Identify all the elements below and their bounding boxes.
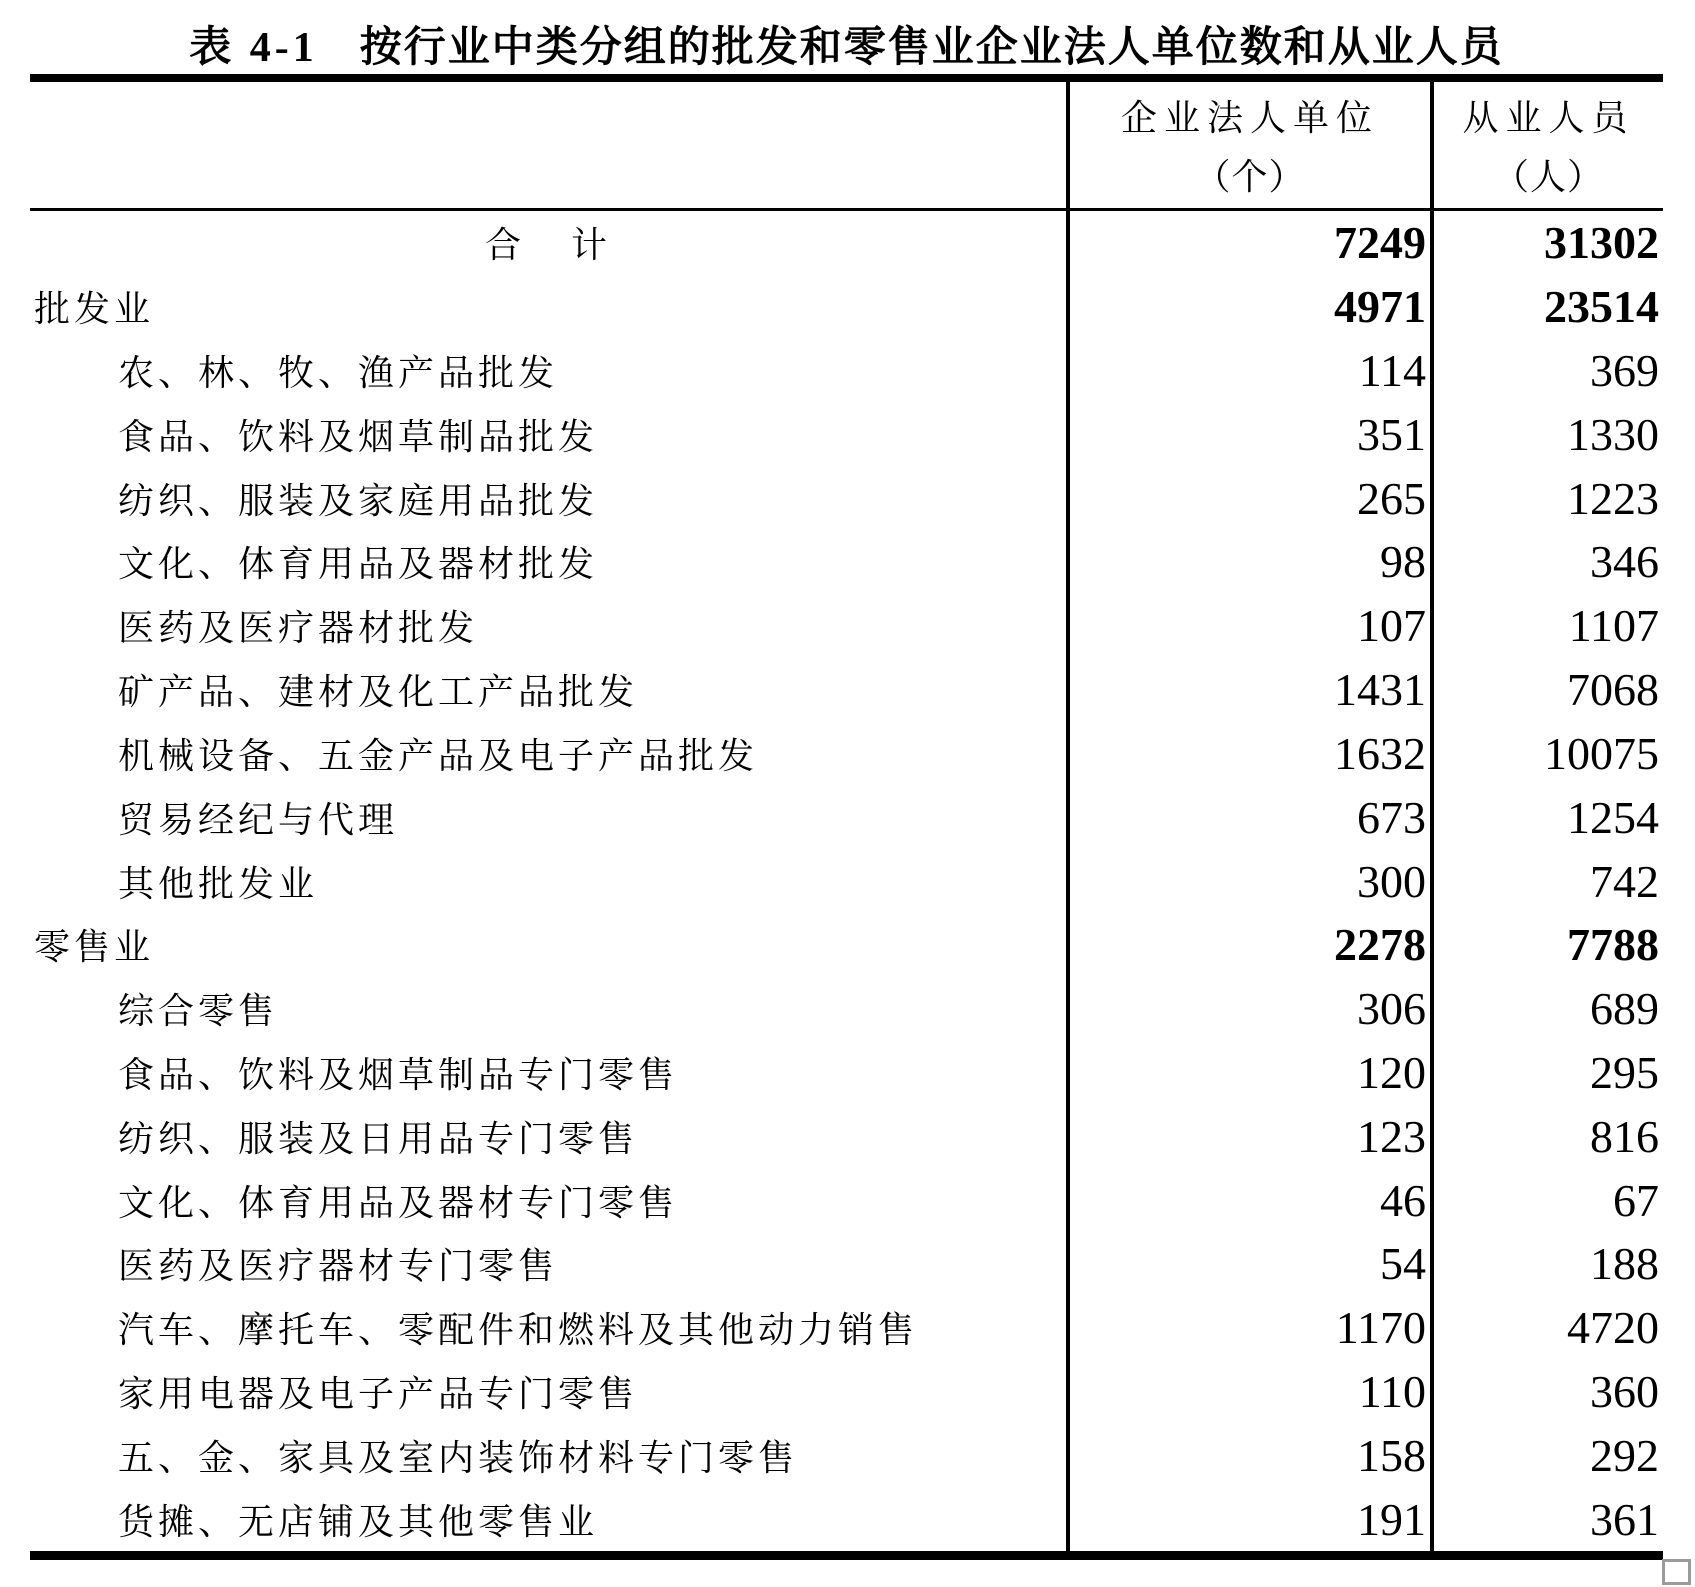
column-header-persons-unit: （人） bbox=[1492, 157, 1604, 197]
table-row bbox=[30, 977, 1663, 1041]
row-units-value: 46 bbox=[1066, 1168, 1430, 1232]
table-row bbox=[30, 658, 1663, 722]
row-units-value: 7249 bbox=[1066, 211, 1430, 275]
table-row bbox=[30, 211, 1663, 275]
row-persons-value: 292 bbox=[1430, 1423, 1663, 1487]
row-label: 文化、体育用品及器材批发 bbox=[118, 544, 599, 585]
table-row bbox=[30, 594, 1663, 658]
table-body bbox=[30, 211, 1663, 1551]
table-row bbox=[30, 1296, 1663, 1360]
row-label: 合 计 bbox=[484, 225, 612, 266]
row-label: 综合零售 bbox=[118, 991, 279, 1032]
row-persons-value: 31302 bbox=[1430, 211, 1663, 275]
column-header-units-title: 企业法人单位 bbox=[1120, 98, 1379, 138]
row-label: 医药及医疗器材专门零售 bbox=[118, 1246, 559, 1287]
table-row bbox=[30, 785, 1663, 849]
row-persons-value: 67 bbox=[1430, 1168, 1663, 1232]
table-row bbox=[30, 849, 1663, 913]
table-row bbox=[30, 1041, 1663, 1105]
row-units-value: 123 bbox=[1066, 1104, 1430, 1168]
row-persons-value: 188 bbox=[1430, 1232, 1663, 1296]
row-units-value: 265 bbox=[1066, 466, 1430, 530]
row-units-value: 1632 bbox=[1066, 722, 1430, 786]
row-units-value: 98 bbox=[1066, 530, 1430, 594]
row-label: 纺织、服装及家庭用品批发 bbox=[118, 480, 599, 521]
row-persons-value: 1223 bbox=[1430, 466, 1663, 530]
row-units-value: 1170 bbox=[1066, 1296, 1430, 1360]
table-row bbox=[30, 402, 1663, 466]
table-number: 表 4-1 bbox=[189, 25, 318, 71]
row-persons-value: 295 bbox=[1430, 1041, 1663, 1105]
row-persons-value: 7788 bbox=[1430, 913, 1663, 977]
table-row bbox=[30, 466, 1663, 530]
row-units-value: 300 bbox=[1066, 849, 1430, 913]
row-units-value: 110 bbox=[1066, 1360, 1430, 1424]
column-header-persons-title: 从业人员 bbox=[1462, 98, 1635, 138]
table-row bbox=[30, 1232, 1663, 1296]
row-persons-value: 23514 bbox=[1430, 275, 1663, 339]
row-persons-value: 1330 bbox=[1430, 402, 1663, 466]
table-row bbox=[30, 913, 1663, 977]
table-row bbox=[30, 1168, 1663, 1232]
row-persons-value: 346 bbox=[1430, 530, 1663, 594]
table-row bbox=[30, 530, 1663, 594]
row-persons-value: 816 bbox=[1430, 1104, 1663, 1168]
row-persons-value: 7068 bbox=[1430, 658, 1663, 722]
row-label: 其他批发业 bbox=[118, 863, 319, 904]
table-row bbox=[30, 1487, 1663, 1551]
row-persons-value: 1107 bbox=[1430, 594, 1663, 658]
row-units-value: 191 bbox=[1066, 1487, 1430, 1551]
row-units-value: 54 bbox=[1066, 1232, 1430, 1296]
row-label: 机械设备、五金产品及电子产品批发 bbox=[118, 735, 759, 776]
row-label: 矿产品、建材及化工产品批发 bbox=[118, 672, 639, 713]
column-header-units bbox=[1066, 82, 1430, 208]
statistics-table bbox=[30, 74, 1663, 1560]
row-label: 文化、体育用品及器材专门零售 bbox=[118, 1182, 679, 1223]
row-label: 家用电器及电子产品专门零售 bbox=[118, 1374, 639, 1415]
table-row bbox=[30, 275, 1663, 339]
row-label: 货摊、无店铺及其他零售业 bbox=[118, 1501, 599, 1542]
table-row bbox=[30, 722, 1663, 786]
row-persons-value: 361 bbox=[1430, 1487, 1663, 1551]
row-label: 食品、饮料及烟草制品专门零售 bbox=[118, 1054, 679, 1095]
row-label: 医药及医疗器材批发 bbox=[118, 608, 479, 649]
row-label: 汽车、摩托车、零配件和燃料及其他动力销售 bbox=[118, 1310, 919, 1351]
row-label: 纺织、服装及日用品专门零售 bbox=[118, 1118, 639, 1159]
table-title-text: 按行业中类分组的批发和零售业企业法人单位数和从业人员 bbox=[359, 25, 1504, 71]
row-units-value: 158 bbox=[1066, 1423, 1430, 1487]
row-persons-value: 4720 bbox=[1430, 1296, 1663, 1360]
row-units-value: 107 bbox=[1066, 594, 1430, 658]
row-label: 批发业 bbox=[34, 289, 155, 330]
stub-header-cell bbox=[30, 82, 1066, 208]
row-persons-value: 742 bbox=[1430, 849, 1663, 913]
row-persons-value: 360 bbox=[1430, 1360, 1663, 1424]
stray-scan-artifact-box bbox=[1662, 1559, 1691, 1585]
table-row bbox=[30, 1360, 1663, 1424]
row-units-value: 351 bbox=[1066, 402, 1430, 466]
table-header-row bbox=[30, 82, 1663, 211]
column-header-units-unit: （个） bbox=[1194, 157, 1306, 197]
table-row bbox=[30, 1423, 1663, 1487]
row-units-value: 114 bbox=[1066, 339, 1430, 403]
row-persons-value: 369 bbox=[1430, 339, 1663, 403]
row-units-value: 306 bbox=[1066, 977, 1430, 1041]
row-persons-value: 10075 bbox=[1430, 722, 1663, 786]
row-persons-value: 1254 bbox=[1430, 785, 1663, 849]
row-persons-value: 689 bbox=[1430, 977, 1663, 1041]
row-units-value: 673 bbox=[1066, 785, 1430, 849]
table-title bbox=[30, 14, 1663, 74]
row-label: 农、林、牧、渔产品批发 bbox=[118, 353, 559, 394]
row-label: 零售业 bbox=[34, 927, 155, 968]
row-units-value: 2278 bbox=[1066, 913, 1430, 977]
table-row bbox=[30, 1104, 1663, 1168]
row-units-value: 1431 bbox=[1066, 658, 1430, 722]
row-units-value: 120 bbox=[1066, 1041, 1430, 1105]
column-header-persons bbox=[1430, 82, 1663, 208]
row-label: 五、金、家具及室内装饰材料专门零售 bbox=[118, 1437, 799, 1478]
row-label: 食品、饮料及烟草制品批发 bbox=[118, 416, 599, 457]
row-label: 贸易经纪与代理 bbox=[118, 799, 399, 840]
table-row bbox=[30, 339, 1663, 403]
row-units-value: 4971 bbox=[1066, 275, 1430, 339]
